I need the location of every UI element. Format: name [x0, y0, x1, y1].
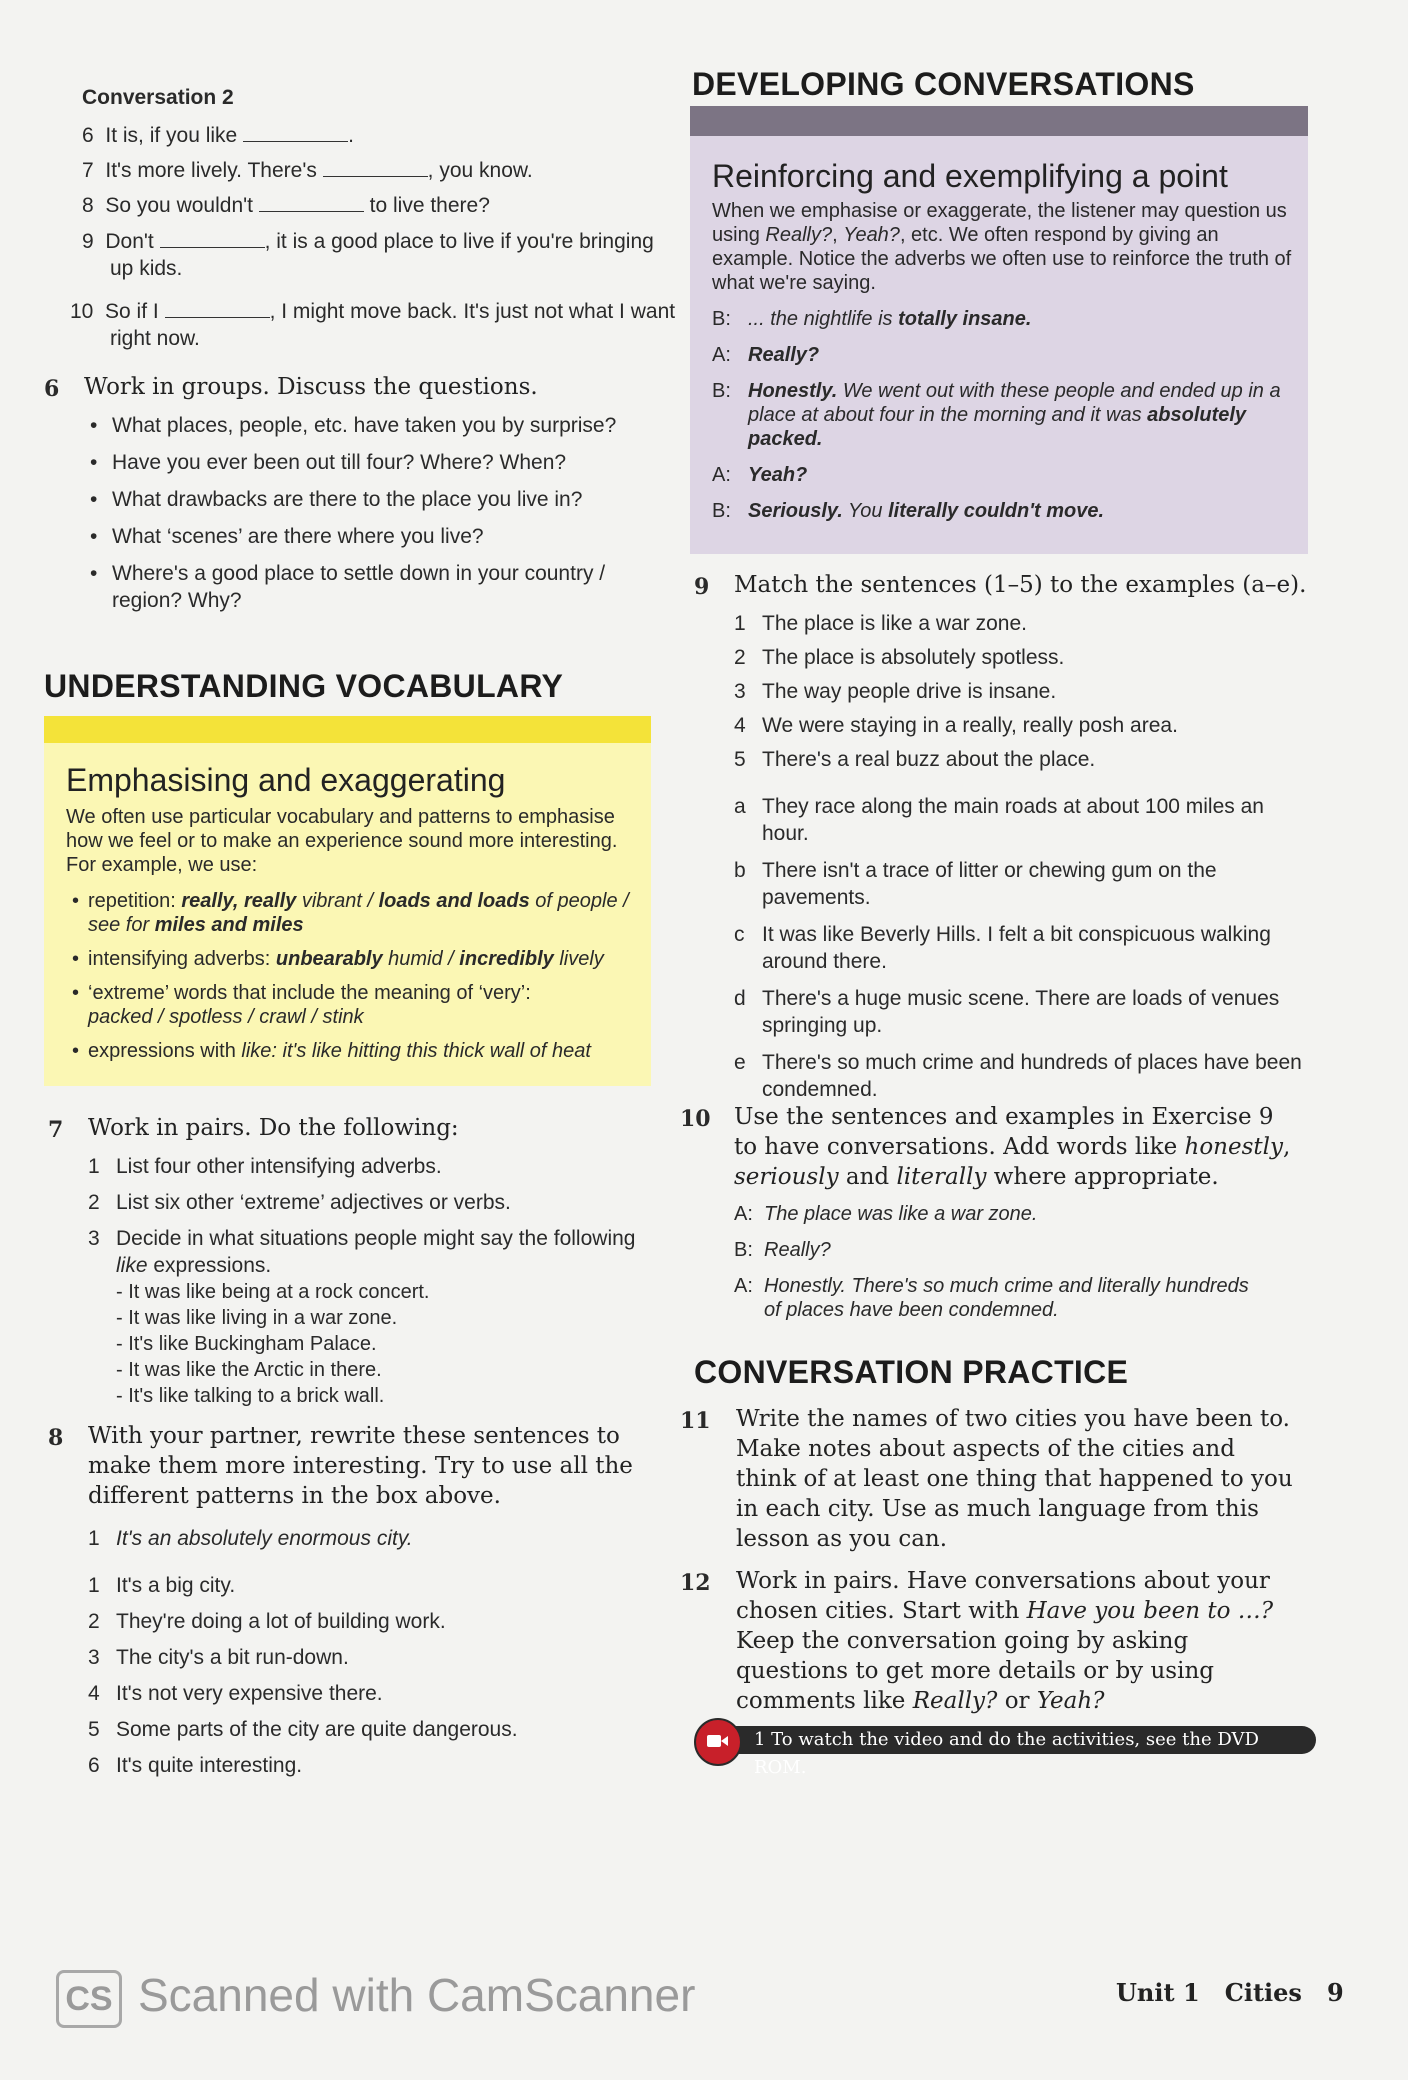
sentence-item: 1 The place is like a war zone.: [734, 612, 1027, 635]
page-footer: [1116, 1978, 1344, 2007]
conversation-2-heading: Conversation 2: [82, 86, 234, 109]
exercise-12-number: 12: [680, 1570, 711, 1596]
sentence-item: 3 The way people drive is insane.: [734, 680, 1057, 703]
exercise-11-instruction: Write the names of two cities you have been to. Make notes about aspects of the cities and think of at least one thing that happened to you in each city. Use as much language from this lesson as you can.: [736, 1406, 1293, 1552]
list-item: 2 They're doing a lot of building work.: [88, 1610, 446, 1633]
exercise-8-number: 8: [48, 1425, 64, 1451]
exercise-9-number: 9: [694, 574, 710, 600]
developing-conversations-heading: DEVELOPING CONVERSATIONS: [692, 66, 1195, 102]
unit-title: Cities: [1224, 1978, 1302, 2007]
question-item: • Where's a good place to settle down in your country / region? Why?: [84, 560, 644, 614]
list-item: 3 The city's a bit run-down.: [88, 1646, 349, 1669]
unit-label: Unit 1: [1116, 1978, 1200, 2007]
example-item: d There's a huge music scene. There are loads of venues springing up.: [734, 987, 1280, 1037]
page-number: 9: [1327, 1978, 1344, 2007]
exercise-6-number: 6: [44, 376, 60, 402]
conv2-line-9: 9 Don't , it is a good place to live if you're bringing up kids.: [82, 230, 654, 280]
box-top-bar: [690, 106, 1308, 136]
sentence-item: 2 The place is absolutely spotless.: [734, 646, 1065, 669]
question-item: • What places, people, etc. have taken you by surprise?: [84, 412, 644, 439]
example-item: c It was like Beverly Hills. I felt a bit conspicuous walking around there.: [734, 923, 1271, 973]
list-item: 5 Some parts of the city are quite dangerous.: [88, 1718, 518, 1741]
conv2-line-6: 6 It is, if you like .: [82, 124, 354, 147]
exercise-12: [680, 1566, 1320, 1716]
conv2-line-8: 8 So you wouldn't to live there?: [82, 194, 490, 217]
exercise-8: [48, 1421, 648, 1788]
exercise-10: [680, 1102, 1320, 1334]
conv2-line-7: 7 It's more lively. There's , you know.: [82, 159, 533, 182]
box-title: Reinforcing and exemplifying a point: [712, 158, 1228, 194]
pattern-like-expressions: • expressions with like: it's like hitting this thick wall of heat: [66, 1039, 636, 1063]
exercise-7-instruction: Work in pairs. Do the following:: [88, 1115, 459, 1141]
dialogue-line: A: The place was like a war zone.: [734, 1203, 1038, 1225]
pattern-repetition: • repetition: really, really vibrant / loads and loads of people / see for miles and miles: [66, 889, 636, 937]
sentence-item: 4 We were staying in a really, really posh area.: [734, 714, 1178, 737]
list-item: 6 It's quite interesting.: [88, 1754, 303, 1777]
reinforcing-box: [690, 106, 1308, 554]
like-expression: - It was like living in a war zone.: [116, 1307, 398, 1329]
conversation-practice-heading: CONVERSATION PRACTICE: [694, 1354, 1129, 1390]
dialogue-line: B: Honestly. We went out with these people and ended up in a place at about four in the morning and it was absolutely packed.: [712, 380, 1281, 450]
like-expression: - It's like Buckingham Palace.: [116, 1333, 377, 1355]
list-item: 2 List six other ‘extreme’ adjectives or verbs.: [88, 1191, 511, 1214]
sentence-item: 5 There's a real buzz about the place.: [734, 748, 1096, 771]
box-top-bar: [44, 716, 651, 743]
exercise-7-number: 7: [48, 1117, 64, 1143]
box-title: Emphasising and exaggerating: [66, 762, 506, 798]
box-intro: We often use particular vocabulary and patterns to emphasise how we feel or to make an experience sound more interesting. For example, we use:: [66, 806, 618, 876]
box-intro: When we emphasise or exaggerate, the listener may question us using Really?, Yeah?, etc. We often respond by giving an example. Notice the adverbs we often use to reinforce the truth of what we're saying.: [712, 200, 1292, 294]
list-item: 3 Decide in what situations people might say the following like expressions.: [88, 1227, 636, 1277]
exercise-8-instruction: With your partner, rewrite these sentences to make them more interesting. Try to use all the different patterns in the box above.: [88, 1423, 633, 1509]
dialogue-line: A: Honestly. There's so much crime and literally hundreds of places have been condemned.: [734, 1275, 1249, 1321]
exercise-6: [44, 372, 644, 624]
exercise-9-instruction: Match the sentences (1–5) to the examples (a–e).: [734, 572, 1307, 598]
exercise-11-number: 11: [680, 1408, 711, 1434]
question-item: • Have you ever been out till four? Where? When?: [84, 449, 644, 476]
video-banner[interactable]: [700, 1726, 1316, 1778]
scanned-watermark: Scanned with CamScanner: [138, 1969, 696, 2021]
conv2-line-10: 10 So if I , I might move back. It's just not what I want right now.: [70, 300, 676, 350]
example-item: e There's so much crime and hundreds of places have been condemned.: [734, 1051, 1302, 1101]
exercise-6-instruction: Work in groups. Discuss the questions.: [84, 374, 538, 400]
like-expression: - It was like the Arctic in there.: [116, 1359, 382, 1381]
like-expression: - It's like talking to a brick wall.: [116, 1385, 385, 1407]
exercise-12-instruction: Work in pairs. Have conversations about your chosen cities. Start with Have you been to …? Keep the conversation going by asking questions to get more details or by using comments like Really? or Yeah?: [736, 1568, 1274, 1714]
exercise-10-number: 10: [680, 1106, 711, 1132]
exercise-7: [48, 1113, 648, 1409]
exercise-10-instruction: Use the sentences and examples in Exercise 9 to have conversations. Add words like honestly, seriously and literally where appropriate.: [734, 1104, 1291, 1190]
question-item: • What ‘scenes’ are there where you live?: [84, 523, 644, 550]
emphasising-box: [44, 716, 651, 1086]
list-item: 4 It's not very expensive there.: [88, 1682, 383, 1705]
question-item: • What drawbacks are there to the place you live in?: [84, 486, 644, 513]
exercise-6-questions: [84, 412, 644, 614]
dialogue-line: A: Really?: [712, 344, 820, 366]
example-item: a They race along the main roads at about 100 miles an hour.: [734, 795, 1264, 845]
example-item: b There isn't a trace of litter or chewing gum on the pavements.: [734, 859, 1217, 909]
video-camera-icon: [694, 1718, 742, 1766]
pattern-extreme-words: • ‘extreme’ words that include the meaning of ‘very’: packed / spotless / crawl / stink: [66, 981, 636, 1029]
understanding-vocabulary-heading: UNDERSTANDING VOCABULARY: [44, 668, 564, 704]
video-banner-text: 1 To watch the video and do the activities, see the DVD ROM.: [754, 1729, 1259, 1778]
camscanner-logo: CS: [56, 1970, 122, 2028]
pattern-adverbs: • intensifying adverbs: unbearably humid / incredibly lively: [66, 947, 636, 971]
list-item: 1 List four other intensifying adverbs.: [88, 1155, 442, 1178]
list-item: 1 It's a big city.: [88, 1574, 236, 1597]
dialogue-line: B: Seriously. You literally couldn't move.: [712, 500, 1105, 522]
dialogue-line: B: Really?: [734, 1239, 831, 1261]
example-sentence: 1 It's an absolutely enormous city.: [88, 1527, 413, 1550]
exercise-9: [694, 570, 1314, 1103]
dialogue-line: B: ... the nightlife is totally insane.: [712, 308, 1032, 330]
exercise-11: [680, 1404, 1320, 1554]
dialogue-line: A: Yeah?: [712, 464, 808, 486]
like-expression: - It was like being at a rock concert.: [116, 1281, 430, 1303]
